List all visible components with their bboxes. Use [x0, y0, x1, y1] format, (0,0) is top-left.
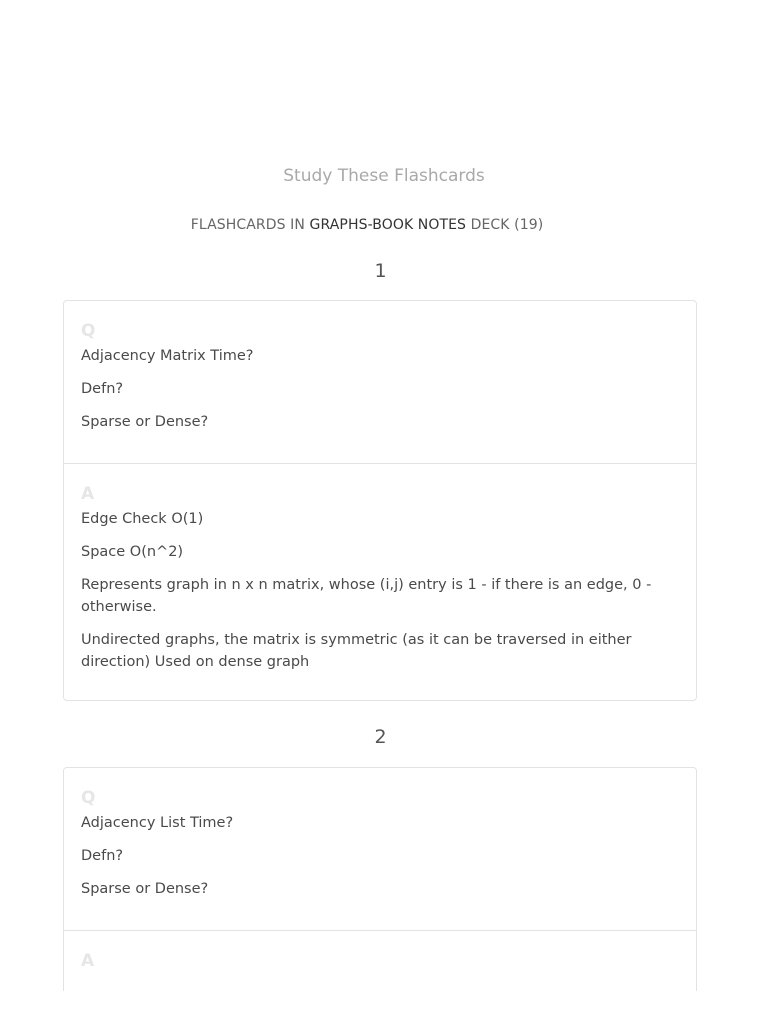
deck-name-link[interactable]: GRAPHS-BOOK NOTES — [309, 217, 467, 233]
flashcard — [63, 300, 697, 701]
answer-section — [64, 463, 696, 687]
question-line: Adjacency List Time? — [81, 815, 234, 831]
answer-line: Space O(n^2) — [81, 544, 184, 560]
deck-heading-prefix: FLASHCARDS IN — [190, 217, 305, 233]
answer-line: Represents graph in n x n matrix, whose (i,j) entry is 1 - if there is an edge, 0 - otherwise. — [81, 577, 652, 615]
question-section — [64, 301, 696, 463]
card-number: 2 — [374, 726, 387, 748]
question-label: Q — [81, 321, 96, 341]
answer-label: A — [81, 951, 95, 971]
answer-line: Undirected graphs, the matrix is symmetric (as it can be traversed in either direction) Used on dense graph — [81, 632, 632, 670]
question-section — [64, 768, 696, 930]
deck-heading — [0, 217, 734, 233]
question-label: Q — [81, 788, 96, 808]
question-line: Defn? — [81, 848, 124, 864]
answer-label: A — [81, 484, 95, 504]
answer-section — [64, 930, 696, 989]
answer-line: Edge Check O(1) — [81, 511, 204, 527]
question-line: Sparse or Dense? — [81, 414, 209, 430]
question-line: Defn? — [81, 381, 124, 397]
question-line: Adjacency Matrix Time? — [81, 348, 254, 364]
deck-heading-suffix: DECK (19) — [470, 217, 544, 233]
page-title: Study These Flashcards — [283, 166, 485, 186]
flashcard — [63, 767, 697, 991]
question-line: Sparse or Dense? — [81, 881, 209, 897]
card-number: 1 — [374, 260, 387, 282]
